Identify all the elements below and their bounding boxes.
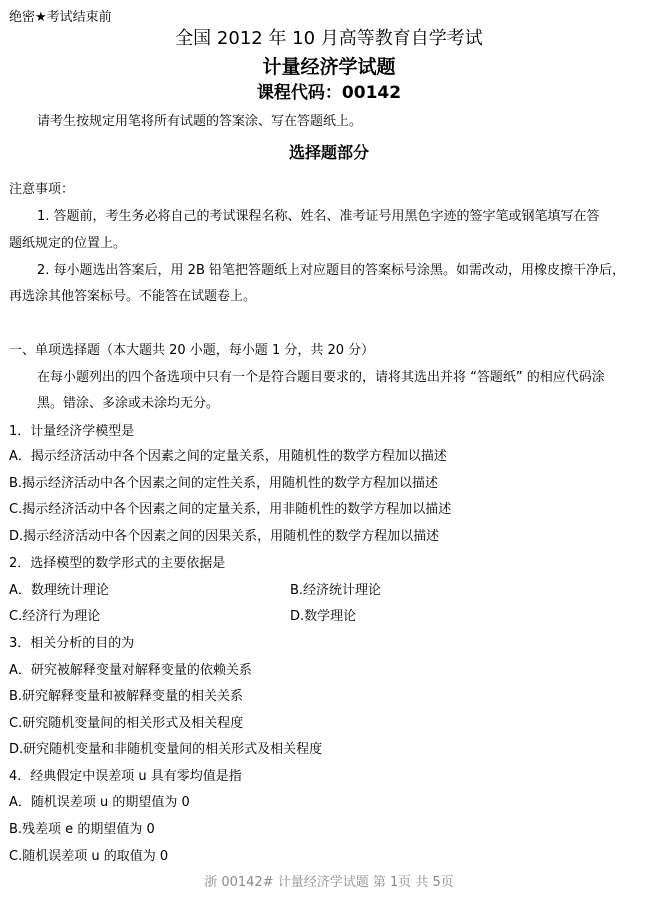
question-1-option-a: A．揭示经济活动中各个因素之间的定量关系，用随机性的数学方程加以描述 [9,449,447,464]
part-1-desc-line-2: 黑。错涂、多涂或未涂均无分。 [37,396,220,411]
section-title: 选择题部分 [288,143,369,162]
part-1-desc-line-1: 在每小题列出的四个备选项中只有一个是符合题目要求的，请将其选出并将 “答题纸” 的相应代码涂 [37,370,605,385]
question-4-option-c: C.随机误差项 u 的取值为 0 [9,849,169,864]
note-item-2-line-1: 2. 每小题选出答案后，用 2B 铅笔把答题纸上对应题目的答案标号涂黑。如需改动，用橡皮擦干净后， [37,263,625,278]
question-2-option-c: C.经济行为理论 [9,609,101,624]
exam-title: 全国 2012 年 10 月高等教育自学考试 [175,28,483,49]
question-2-option-a: A．数理统计理论 [9,583,109,598]
question-2-option-d: D.数学理论 [290,609,357,624]
secret-label: 绝密★考试结束前 [9,10,112,25]
note-item-1-line-2: 题纸规定的位置上。 [9,236,127,251]
note-item-1-line-1: 1. 答题前，考生务必将自己的考试课程名称、姓名、准考证号用黑色字迹的签字笔或钢笔填写在答 [37,209,600,224]
question-1-stem: 1．计量经济学模型是 [9,424,135,439]
question-4-option-b: B.残差项 e 的期望值为 0 [9,822,155,837]
question-3-option-d: D.研究随机变量和非随机变量间的相关形式及相关程度 [9,742,323,757]
page-footer: 浙 00142# 计量经济学试题 第 1页 共 5页 [204,875,454,890]
question-2-option-b: B.经济统计理论 [290,583,382,598]
question-2-stem: 2．选择模型的数学形式的主要依据是 [9,556,226,571]
question-1-option-d: D.揭示经济活动中各个因素之间的因果关系，用随机性的数学方程加以描述 [9,529,440,544]
notes-title: 注意事项： [9,182,75,197]
question-1-option-b: B.揭示经济活动中各个因素之间的定性关系，用随机性的数学方程加以描述 [9,476,439,491]
course-code: 课程代码：00142 [256,83,402,103]
note-item-2-line-2: 再选涂其他答案标号。不能答在试题卷上。 [9,289,257,304]
question-1-option-c: C.揭示经济活动中各个因素之间的定量关系，用非随机性的数学方程加以描述 [9,502,452,517]
question-4-stem: 4．经典假定中误差项 u 具有零均值是指 [9,769,242,784]
answer-instruction: 请考生按规定用笔将所有试题的答案涂、写在答题纸上。 [37,114,363,129]
question-3-option-c: C.研究随机变量间的相关形式及相关程度 [9,716,244,731]
question-3-stem: 3．相关分析的目的为 [9,636,135,651]
question-3-option-a: A．研究被解释变量对解释变量的依赖关系 [9,663,252,678]
part-1-heading: 一、单项选择题（本大题共 20 小题，每小题 1 分，共 20 分） [9,343,375,358]
question-4-option-a: A．随机误差项 u 的期望值为 0 [9,795,190,810]
question-3-option-b: B.研究解释变量和被解释变量的相关关系 [9,689,244,704]
paper-title: 计量经济学试题 [262,56,396,78]
